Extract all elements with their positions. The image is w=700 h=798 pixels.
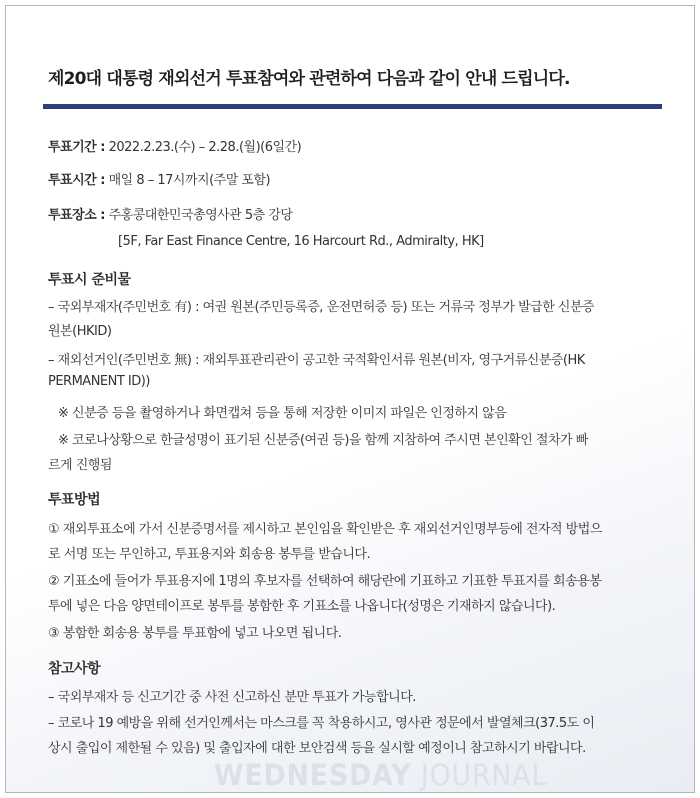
method-heading: 투표방법 bbox=[48, 492, 101, 508]
voting-place-value: 주홍콩대한민국총영사관 5층 강당 bbox=[108, 208, 293, 223]
prep-line: 원본(HKID) bbox=[48, 324, 112, 339]
prep-line: – 국외부재자(주민번호 有) : 여권 원본(주민등록증, 운전면허증 등) 또는 거류국 정부가 발급한 신분증 bbox=[48, 300, 595, 315]
notes-line: – 국외부재자 등 신고기간 중 사전 신고하신 분만 투표가 가능합니다. bbox=[48, 690, 416, 705]
prep-note: ※ 신분증 등을 촬영하거나 화면캡쳐 등을 통해 저장한 이미지 파일은 인정하지 않음 bbox=[58, 406, 507, 421]
voting-period-label: 투표기간 : bbox=[48, 140, 105, 155]
prep-note: 르게 진행됨 bbox=[48, 458, 112, 473]
notes-line: 상시 출입이 제한될 수 있음) 및 출입자에 대한 보안검색 등을 실시할 예정이니 참고하시기 바랍니다. bbox=[48, 741, 586, 756]
prep-heading: 투표시 준비물 bbox=[48, 272, 131, 288]
watermark-light: JOURNAL bbox=[420, 758, 548, 792]
notice-frame bbox=[5, 5, 695, 793]
voting-place-address: [5F, Far East Finance Centre, 16 Harcourt Rd., Admiralty, HK] bbox=[118, 234, 484, 249]
voting-place-row bbox=[48, 204, 292, 223]
voting-place-label: 투표장소 : bbox=[48, 208, 105, 223]
method-line: ③ 봉함한 회송용 봉투를 투표함에 넣고 나오면 됩니다. bbox=[48, 626, 342, 641]
method-line: ② 기표소에 들어가 투표용지에 1명의 후보자를 선택하여 해당란에 기표하고 기표한 투표지를 회송용봉 bbox=[48, 574, 602, 589]
voting-hours-row bbox=[48, 169, 270, 188]
title-rule bbox=[43, 104, 662, 109]
method-line: 투에 넣은 다음 양면테이프로 봉투를 봉함한 후 기표소를 나옵니다(성명은 기재하지 않습니다). bbox=[48, 599, 556, 614]
method-line: ① 재외투표소에 가서 신분증명서를 제시하고 본인임을 확인받은 후 재외선거인명부등에 전자적 방법으 bbox=[48, 522, 602, 537]
notes-heading: 참고사항 bbox=[48, 661, 101, 677]
voting-period-value: 2022.2.23.(수) – 2.28.(월)(6일간) bbox=[108, 140, 302, 155]
method-line: 로 서명 또는 무인하고, 투표용지와 회송용 봉투를 받습니다. bbox=[48, 547, 371, 562]
voting-hours-label: 투표시간 : bbox=[48, 173, 105, 188]
prep-line: – 재외선거인(주민번호 無) : 재외투표관리관이 공고한 국적확인서류 원본(비자, 영구거류신분증(HK bbox=[48, 353, 585, 368]
prep-note: ※ 코로나상황으로 한글성명이 표기된 신분증(여권 등)을 함께 지참하여 주시면 본인확인 절차가 빠 bbox=[58, 433, 588, 448]
voting-hours-value: 매일 8 – 17시까지(주말 포함) bbox=[108, 173, 271, 188]
notes-line: – 코로나 19 예방을 위해 선거인께서는 마스크를 꼭 착용하시고, 영사관 정문에서 발열체크(37.5도 이 bbox=[48, 716, 595, 731]
prep-line: PERMANENT ID)) bbox=[48, 374, 150, 389]
watermark-bold: WEDNESDAY bbox=[214, 758, 412, 792]
voting-period-row bbox=[48, 136, 301, 155]
watermark bbox=[214, 758, 547, 792]
notice-title: 제20대 대통령 재외선거 투표참여와 관련하여 다음과 같이 안내 드립니다. bbox=[48, 69, 570, 89]
